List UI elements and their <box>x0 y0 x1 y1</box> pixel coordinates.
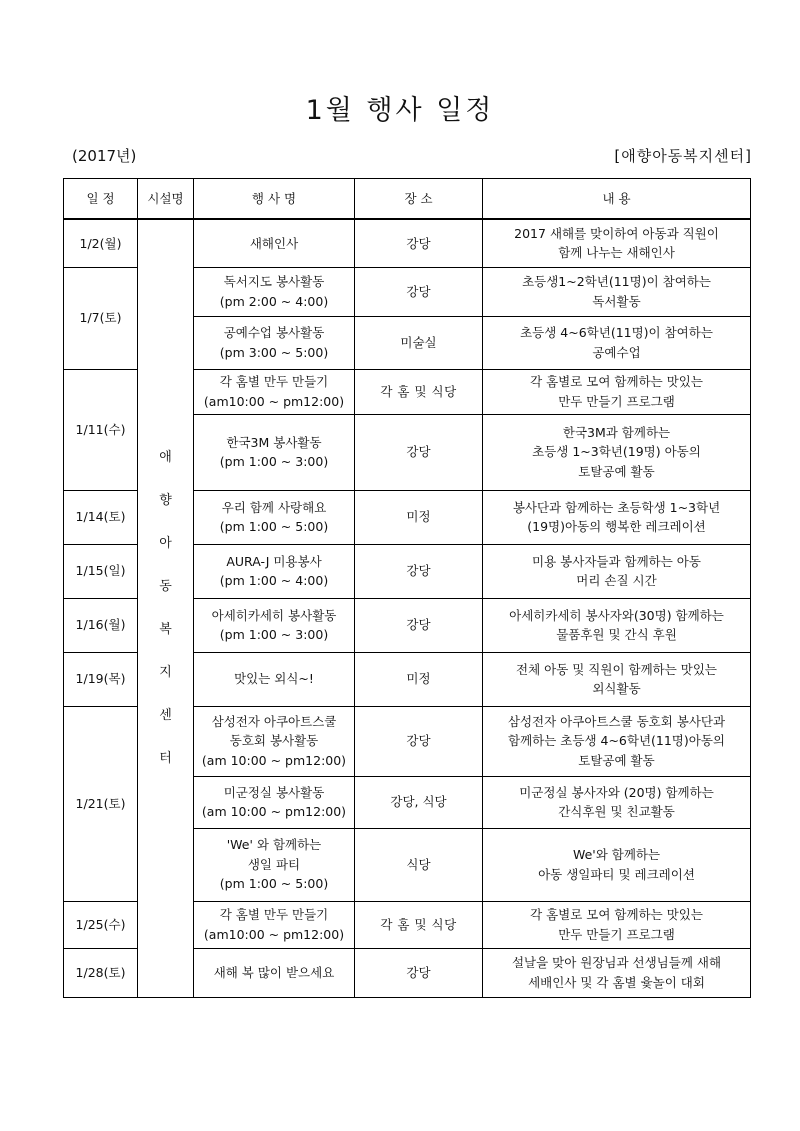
header-content: 내 용 <box>483 179 751 220</box>
event-cell <box>194 828 355 901</box>
content-line: 한국3M과 함께하는 <box>562 424 671 440</box>
event-cell <box>194 598 355 652</box>
event-time: (am 10:00 ~ pm12:00) <box>201 804 347 819</box>
content-line: We'와 함께하는 <box>572 847 661 863</box>
place-cell: 강당 <box>355 598 483 652</box>
facility-char: 향 <box>159 493 172 509</box>
content-line: 삼성전자 아쿠아트스쿨 동호회 봉사단과 <box>507 713 726 729</box>
event-time: (am 10:00 ~ pm12:00) <box>201 752 347 768</box>
content-line: 세배인사 및 각 홈별 윷놀이 대회 <box>528 974 705 990</box>
event-cell <box>194 267 355 316</box>
place-cell: 강당 <box>355 544 483 598</box>
place-cell: 강당, 식당 <box>355 776 483 828</box>
content-line: 2017 새해를 맞이하여 아동과 직원이 <box>514 225 719 241</box>
event-time: (pm 1:00 ~ 4:00) <box>219 573 329 588</box>
event-cell <box>194 948 355 997</box>
header-event: 행 사 명 <box>194 179 355 220</box>
event-time: (pm 1:00 ~ 3:00) <box>219 454 329 469</box>
event-name: 우리 함께 사랑해요 <box>221 499 327 515</box>
facility-char: 지 <box>159 665 172 681</box>
event-time: (am10:00 ~ pm12:00) <box>203 393 345 409</box>
content-cell <box>483 267 751 316</box>
place-cell: 식당 <box>355 828 483 901</box>
facility-char: 센 <box>159 708 172 724</box>
content-line: 간식후원 및 친교활동 <box>558 804 675 819</box>
event-name: 'We' 와 함께하는 <box>226 837 322 853</box>
event-cell <box>194 316 355 369</box>
content-line: 각 홈별로 모여 함께하는 맛있는 <box>530 374 703 390</box>
content-cell <box>483 490 751 544</box>
event-name: 각 홈별 만두 만들기 <box>219 907 329 923</box>
event-cell <box>194 706 355 776</box>
date-cell: 1/28(토) <box>64 948 138 997</box>
event-cell <box>194 490 355 544</box>
content-cell <box>483 652 751 706</box>
content-line: 초등생1~2학년(11명)이 참여하는 <box>522 274 711 290</box>
event-cell <box>194 901 355 948</box>
content-line: 공예수업 <box>592 344 641 360</box>
event-name: 맛있는 외식~! <box>234 671 314 687</box>
content-line: 전체 아동 및 직원이 함께하는 맛있는 <box>516 661 717 677</box>
content-line: 초등생 4~6학년(11명)이 참여하는 <box>520 325 713 341</box>
event-name: AURA-J 미용봉사 <box>226 553 322 569</box>
facility-cell <box>138 219 194 997</box>
table-header-row <box>64 179 751 220</box>
place-cell: 강당 <box>355 414 483 490</box>
event-name-line2: 동호회 봉사활동 <box>229 733 319 749</box>
page-title: 1월 행사 일정 <box>305 95 495 126</box>
content-line: 아세히카세히 봉사자와(30명) 함께하는 <box>509 607 724 623</box>
table-row <box>64 219 751 267</box>
date-cell: 1/2(월) <box>64 219 138 267</box>
facility-char: 동 <box>159 579 172 595</box>
date-cell: 1/14(토) <box>64 490 138 544</box>
place-cell: 미술실 <box>355 316 483 369</box>
date-cell: 1/11(수) <box>64 369 138 490</box>
content-line: 만두 만들기 프로그램 <box>558 393 675 409</box>
event-time: (pm 1:00 ~ 5:00) <box>219 876 329 892</box>
content-line: 만두 만들기 프로그램 <box>558 926 675 942</box>
event-time: (pm 1:00 ~ 5:00) <box>219 519 329 534</box>
content-line: 미군정실 봉사자와 (20명) 함께하는 <box>519 784 714 800</box>
content-cell <box>483 776 751 828</box>
place-cell: 강당 <box>355 219 483 267</box>
event-name: 공예수업 봉사활동 <box>223 325 325 341</box>
content-line: (19명)아동의 행복한 레크레이션 <box>527 519 706 534</box>
event-name: 삼성전자 아쿠아트스쿨 <box>211 713 337 729</box>
event-name: 미군정실 봉사활동 <box>223 784 325 800</box>
place-cell: 강당 <box>355 948 483 997</box>
place-cell: 강당 <box>355 267 483 316</box>
event-name: 각 홈별 만두 만들기 <box>219 374 329 390</box>
content-line: 함께하는 초등생 4~6학년(11명)아동의 <box>508 733 725 749</box>
event-name: 독서지도 봉사활동 <box>223 274 325 290</box>
content-line: 토탈공예 활동 <box>578 463 655 479</box>
event-cell <box>194 544 355 598</box>
content-line: 미용 봉사자들과 함께하는 아동 <box>532 553 701 569</box>
date-cell: 1/19(목) <box>64 652 138 706</box>
header-place: 장 소 <box>355 179 483 220</box>
content-line: 토탈공예 활동 <box>578 752 655 768</box>
place-cell: 미정 <box>355 490 483 544</box>
date-cell: 1/25(수) <box>64 901 138 948</box>
place-cell: 미정 <box>355 652 483 706</box>
content-cell <box>483 414 751 490</box>
facility-char: 애 <box>159 450 172 466</box>
place-cell: 강당 <box>355 706 483 776</box>
content-cell <box>483 544 751 598</box>
event-cell <box>194 652 355 706</box>
content-line: 물품후원 및 간식 후원 <box>556 627 677 642</box>
event-name: 새해인사 <box>249 235 299 251</box>
content-cell <box>483 706 751 776</box>
content-cell <box>483 316 751 369</box>
content-cell <box>483 828 751 901</box>
event-time: (pm 2:00 ~ 4:00) <box>219 293 329 309</box>
facility-char: 터 <box>159 751 172 767</box>
place-cell: 각 홈 및 식당 <box>355 369 483 414</box>
event-schedule-table <box>63 178 751 998</box>
event-time: (pm 1:00 ~ 3:00) <box>219 627 329 642</box>
content-line: 초등생 1~3학년(19명) 아동의 <box>532 444 701 460</box>
event-cell <box>194 414 355 490</box>
content-cell <box>483 369 751 414</box>
header-facility: 시설명 <box>138 179 194 220</box>
event-name: 한국3M 봉사활동 <box>226 434 322 450</box>
center-name-label: [애향아동복지센터] <box>614 147 752 165</box>
content-line: 각 홈별로 모여 함께하는 맛있는 <box>530 907 703 923</box>
content-line: 외식활동 <box>592 681 641 696</box>
place-cell: 각 홈 및 식당 <box>355 901 483 948</box>
date-cell: 1/16(월) <box>64 598 138 652</box>
event-name: 새해 복 많이 받으세요 <box>213 964 335 980</box>
event-time: (pm 3:00 ~ 5:00) <box>219 344 329 360</box>
event-name: 아세히카세히 봉사활동 <box>211 607 337 623</box>
event-cell <box>194 776 355 828</box>
event-time: (am10:00 ~ pm12:00) <box>203 926 345 942</box>
date-cell: 1/7(토) <box>64 267 138 369</box>
content-line: 설날을 맞아 원장님과 선생님들께 새해 <box>511 955 722 971</box>
content-line: 머리 손질 시간 <box>576 573 657 588</box>
event-cell <box>194 219 355 267</box>
date-cell: 1/15(일) <box>64 544 138 598</box>
event-name-line2: 생일 파티 <box>247 856 301 872</box>
content-cell <box>483 219 751 267</box>
event-cell <box>194 369 355 414</box>
year-label: (2017년) <box>72 147 137 165</box>
facility-char: 복 <box>159 622 172 638</box>
date-cell: 1/21(토) <box>64 706 138 901</box>
facility-char: 아 <box>159 536 172 552</box>
content-line: 독서활동 <box>592 293 641 309</box>
content-cell <box>483 948 751 997</box>
content-line: 봉사단과 함께하는 초등학생 1~3학년 <box>512 499 721 515</box>
content-cell <box>483 598 751 652</box>
content-line: 아동 생일파티 및 레크레이션 <box>538 866 695 882</box>
content-cell <box>483 901 751 948</box>
content-line: 함께 나누는 새해인사 <box>558 245 675 261</box>
header-date: 일 정 <box>64 179 138 220</box>
